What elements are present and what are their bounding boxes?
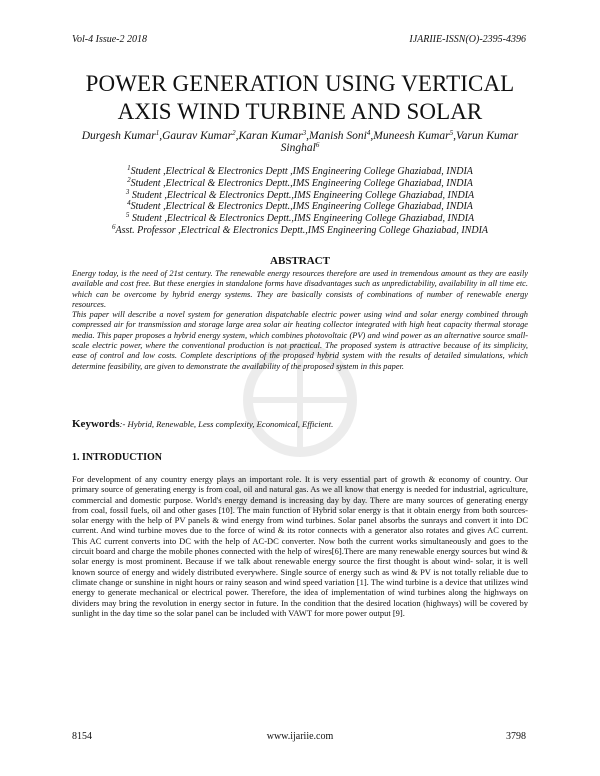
author-separator: ,: [370, 130, 374, 142]
author-name: Durgesh Kumar: [81, 130, 156, 142]
paper-title: [60, 70, 540, 126]
footer-page-number: 3798: [506, 731, 526, 742]
running-header-volume: Vol-4 Issue-2 2018: [72, 34, 147, 45]
footer-website: www.ijariie.com: [266, 731, 334, 742]
keywords-label: Keywords: [72, 418, 120, 430]
author-name: Karan Kumar: [238, 130, 303, 142]
abstract-paragraph: This paper will describe a novel system for generation dispatchable electric power using wind and solar energy combined through compressed air for transmission and storage large area solar air heating collector integrated with high heat capacity thermal storage media. This paper proposes a hybrid energy system, which combines photovoltaic (PV) and wind power as an alternative source small-scale electric power, where the conventional production is not practical. The proposed system is attractive because of its simplicity, ease of control and low costs. Complete descriptions of the proposed hybrid system with the results of detailed simulations, which determine feasibility, are given to demonstrate the availability of the proposed system in this paper.: [72, 310, 528, 371]
author-name: Manish Soni: [309, 130, 367, 142]
abstract-heading: ABSTRACT: [270, 255, 330, 267]
affiliation-mark: 4: [127, 199, 131, 208]
affiliation-mark: 3: [125, 187, 130, 196]
affiliation-text: Asst. Professor ,Electrical & Electronics Deptt.,IMS Engineering College Ghaziabad, INDIA: [115, 224, 489, 236]
abstract-paragraph: Energy today, is the need of 21st century. The renewable energy resources therefore are used in tremendous amount as they are easily available and cost free. But these energies in standalone forms have disadvantages such as unpredictability, availability in all time etc. which can be overcome by hybrid energy systems. They are basically consists of combinations of number of renewable energy resources.: [72, 269, 528, 309]
author-affil-mark: 1: [155, 129, 160, 137]
author-affil-mark: 4: [366, 129, 371, 137]
author-separator: ,: [453, 130, 456, 142]
affiliation-line: [72, 201, 528, 213]
affiliation-line: [72, 213, 528, 225]
affiliation-line: [72, 175, 528, 190]
paper-title-line-1: POWER GENERATION USING VERTICAL: [85, 71, 515, 96]
author-name: Gaurav Kumar: [162, 130, 233, 142]
author-separator: ,: [306, 130, 310, 142]
affiliation-mark: 5: [125, 211, 130, 220]
author-affil-mark: 5: [449, 129, 454, 137]
footer-paper-id: 8154: [72, 731, 92, 742]
keywords-line: [72, 418, 528, 430]
author-list: [72, 130, 528, 154]
affiliation-mark: 6: [111, 222, 116, 231]
author-separator: ,: [159, 130, 163, 142]
author-affil-mark: 3: [302, 129, 307, 137]
paper-title-line-2: AXIS WIND TURBINE AND SOLAR: [117, 99, 483, 124]
author-affil-mark: 2: [232, 129, 236, 137]
author-name: Varun Kumar Singhal: [280, 130, 519, 154]
affiliation-text: Student ,Electrical & Electronics Deptt.,IMS Engineering College Ghaziabad, INDIA: [129, 213, 475, 225]
affiliation-text: Student ,Electrical & Electronics Deptt ,IMS Engineering College Ghaziabad, INDIA: [130, 166, 473, 177]
body-paragraph: For development of any country energy plays an important role. It is very essential part of growth & economy of country. Our primary source of generating energy is from coal, oil and natural gas. As we all know that energy is needed for industrial, agriculture, commercial and domestic purpose. World's energy demand is increasing day by day. There are many sources of generating energy from coal, fossil fuels, oil and other gases [10]. The main function of Hybrid solar energy is that it obtain energy from both sources-solar energy with the help of PV panels & wind energy from wind turbines. Solar panel absorbs the sunrays and convert it into DC current. And wind turbine moves due to the force of wind & its rotor connects with a generator also rotates and gives AC current. This AC current converts into DC with the help of AC-DC converter. Now both the current works simultaneously and goes to the circuit board and charge the mobile phones connected with the help of wires[6].There are many renewable energy sources but wind & solar energy is most prominent. Because if we talk about renewable energy source the first thought is about wind- solar, it is well known source of energy and widely distributed everywhere. Single source of energy such as wind & PV is not totally reliable due to climate change or sunshine in night hours or rainy season and wind speed variation [1]. The wind turbine is a device that utilizes wind energy to generate mechanical or electrical power. Therefore, the idea of implementation of wind turbines along the highways on dividers may bring the revolution in energy sector in future. In the condition that the desired location (highways) will be covered by sunlight in the day time so the solar panel can be included with VAWT for more power output [9].: [72, 474, 528, 618]
keywords-text: :- Hybrid, Renewable, Less complexity, Economical, Efficient.: [119, 419, 334, 429]
affiliation-text: Student ,Electrical & Electronics Deptt.,IMS Engineering College Ghaziabad, INDIA: [130, 201, 473, 213]
author-name: Muneesh Kumar: [373, 130, 450, 142]
running-header-issn: IJARIIE-ISSN(O)-2395-4396: [409, 34, 526, 45]
section-body: [72, 474, 528, 618]
affiliation-text: Student ,Electrical & Electronics Deptt.,IMS Engineering College Ghaziabad, INDIA: [129, 189, 475, 201]
section-heading: 1. INTRODUCTION: [72, 452, 163, 463]
affiliation-text: Student ,Electrical & Electronics Deptt.,IMS Engineering College Ghaziabad, INDIA: [130, 177, 473, 189]
abstract-body: [72, 269, 528, 372]
author-separator: ,: [235, 130, 239, 142]
affiliation-line: [72, 187, 528, 202]
affiliation-mark: 2: [127, 175, 131, 184]
affiliation-line: [72, 166, 528, 178]
affiliation-list: [72, 166, 528, 237]
author-affil-mark: 6: [315, 141, 320, 149]
affiliation-mark: 1: [127, 164, 131, 172]
affiliation-line: [72, 222, 528, 237]
